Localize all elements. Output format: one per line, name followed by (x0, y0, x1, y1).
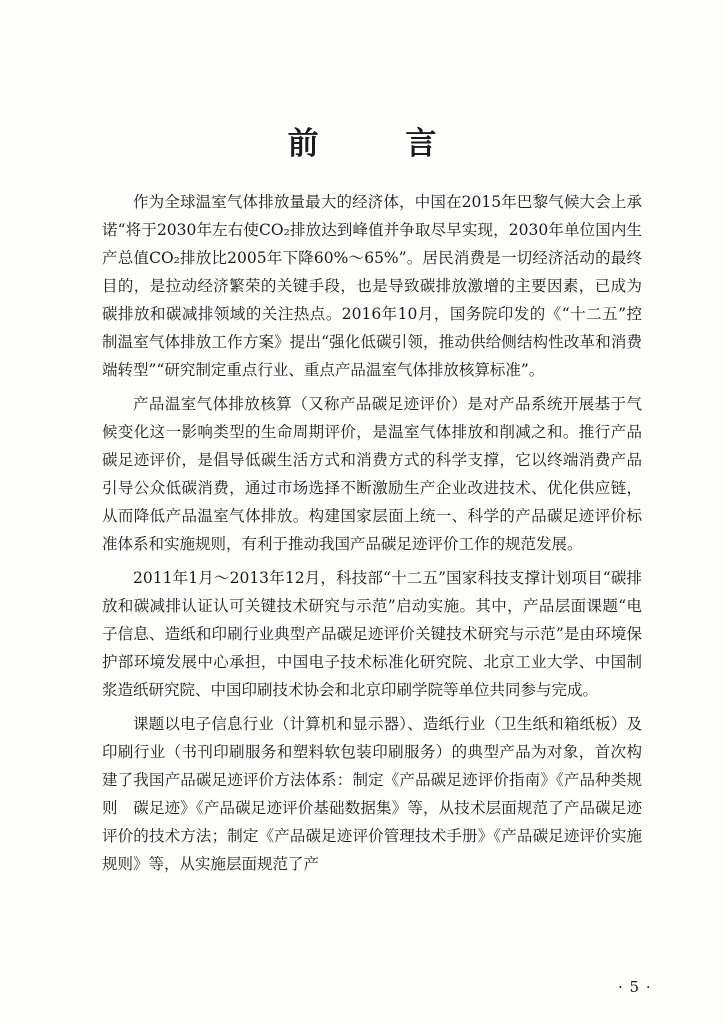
body-text (102, 188, 642, 884)
paragraph: 作为全球温室气体排放量最大的经济体，中国在2015年巴黎气候大会上承诺“将于2030年左右使CO₂排放达到峰值并争取尽早实现，2030年单位国内生产总值CO₂排放比2005年下降60%～65%”。居民消费是一切经济活动的最终目的，是拉动经济繁荣的关键手段，也是导致碳排放激增的主要因素，已成为碳排放和碳减排领域的关注热点。2016年10月，国务院印发的《“十二五”控制温室气体排放工作方案》提出“强化低碳引领，推动供给侧结构性改革和消费端转型”“研究制定重点行业、重点产品温室气体排放核算标准”。 (102, 193, 642, 379)
page-number: · 5 · (618, 978, 652, 996)
page-title: 前 言 (287, 126, 475, 162)
paragraph: 课题以电子信息行业（计算机和显示器）、造纸行业（卫生纸和箱纸板）及印刷行业（书刊印刷服务和塑料软包装印刷服务）的典型产品为对象，首次构建了我国产品碳足迹评价方法体系：制定《产品碳足迹评价指南》《产品种类规则 碳足迹》《产品碳足迹评价基础数据集》等，从技术层面规范了产品碳足迹评价的技术方法；制定《产品碳足迹评价管理技术手册》《产品碳足迹评价实施规则》等，从实施层面规范了产 (102, 715, 642, 873)
paragraph: 2011年1月～2013年12月，科技部“十二五”国家科技支撑计划项目“碳排放和碳减排认证认可关键技术研究与示范”启动实施。其中，产品层面课题“电子信息、造纸和印刷行业典型产品碳足迹评价关键技术研究与示范”是由环境保护部环境发展中心承担，中国电子技术标准化研究院、北京工业大学、中国制浆造纸研究院、中国印刷技术协会和北京印刷学院等单位共同参与完成。 (102, 569, 642, 699)
paragraph: 产品温室气体排放核算（又称产品碳足迹评价）是对产品系统开展基于气候变化这一影响类型的生命周期评价，是温室气体排放和削减之和。推行产品碳足迹评价，是倡导低碳生活方式和消费方式的科学支撑，它以终端消费产品引导公众低碳消费，通过市场选择不断激励生产企业改进技术、优化供应链，从而降低产品温室气体排放。构建国家层面上统一、科学的产品碳足迹评价标准体系和实施规则，有利于推动我国产品碳足迹评价工作的规范发展。 (102, 395, 642, 553)
